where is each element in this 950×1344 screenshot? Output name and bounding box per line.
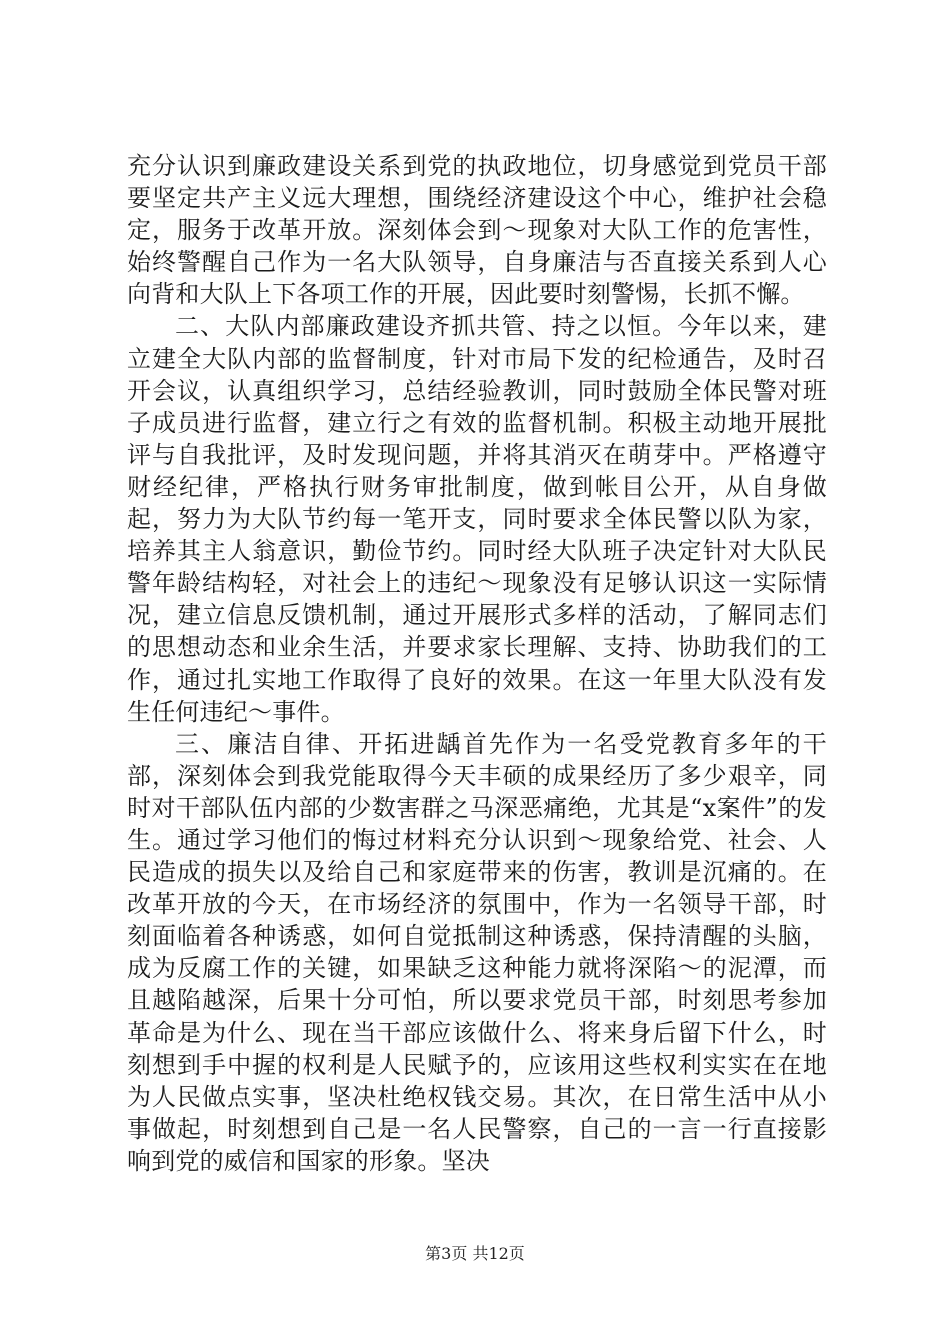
document-body [127, 150, 827, 1177]
page-number-footer: 第3页 共12页 [425, 1244, 525, 1263]
paragraph-section-three: 三、廉洁自律、开拓进龋首先作为一名受党教育多年的干部，深刻体会到我党能取得今天丰硕的成果经历了多少艰辛，同时对干部队伍内部的少数害群之马深恶痛绝，尤其是“x案件”的发生。通过学习他们的悔过材料充分认识到～现象给党、社会、人民造成的损失以及给自己和家庭带来的伤害，教训是沉痛的。在改革开放的今天，在市场经济的氛围中，作为一名领导干部，时刻面临着各种诱惑，如何自觉抵制这种诱惑，保持清醒的头脑，成为反腐工作的关键，如果缺乏这种能力就将深陷～的泥潭，而且越陷越深，后果十分可怕，所以要求党员干部，时刻思考参加革命是为什么、现在当干部应该做什么、将来身后留下什么，时刻想到手中握的权利是人民赋予的，应该用这些权利实实在在地为人民做点实事，坚决杜绝权钱交易。其次，在日常生活中从小事做起，时刻想到自己是一名人民警察，自己的一言一行直接影响到党的威信和国家的形象。坚决 [127, 729, 827, 1175]
paragraph-continued: 充分认识到廉政建设关系到党的执政地位，切身感觉到党员干部要坚定共产主义远大理想，围绕经济建设这个中心，维护社会稳定，服务于改革开放。深刻体会到～现象对大队工作的危害性，始终警醒自己作为一名大队领导，自身廉洁与否直接关系到人心向背和大队上下各项工作的开展，因此要时刻警惕，长抓不懈。 [127, 152, 827, 309]
paragraph-section-two: 二、大队内部廉政建设齐抓共管、持之以恒。今年以来，建立建全大队内部的监督制度，针对市局下发的纪检通告，及时召开会议，认真组织学习，总结经验教训，同时鼓励全体民警对班子成员进行监督，建立行之有效的监督机制。积极主动地开展批评与自我批评，及时发现问题，并将其消灭在萌芽中。严格遵守财经纪律，严格执行财务审批制度，做到帐目公开，从自身做起，努力为大队节约每一笔开支，同时要求全体民警以队为家，培养其主人翁意识，勤俭节约。同时经大队班子决定针对大队民警年龄结构轻，对社会上的违纪～现象没有足够认识这一实际情况，建立信息反馈机制，通过开展形式多样的活动，了解同志们的思想动态和业余生活，并要求家长理解、支持、协助我们的工作，通过扎实地工作取得了良好的效果。在这一年里大队没有发生任何违纪～事件。 [127, 312, 827, 726]
